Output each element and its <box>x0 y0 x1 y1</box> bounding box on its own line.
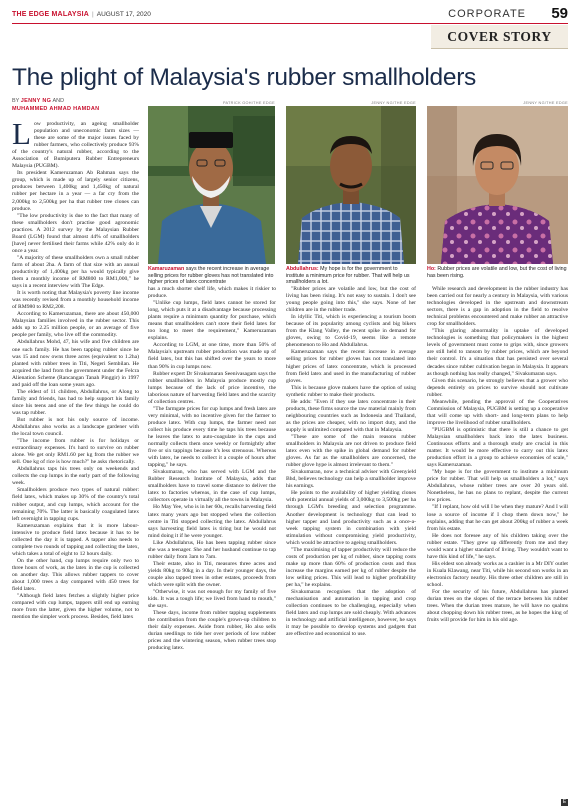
article-paragraph: "The low productivity is due to the fact that many of these smallholders don't practise good agronomic practices. A 2012 survey by the Malaysian Rubber Board (LGM) found that almost 44% of smallholders [have] never fertilised their farms while 42% only do it once a year. <box>12 212 139 254</box>
article-paragraph: Its president Kameruzaman Ab Rahman says the group, which is made up of largely senior citizens, produces between 1,400kg and 1,450kg of natural rubber per hectare in a year — a far cry from the 2,000kg to 2,500kg per ha that rubber tree clones can produce. <box>12 170 139 212</box>
article-paragraph: Their estate, also in Titi, measures three acres and yields 80kg to 90kg in a day. In their younger days, the couple also tapped trees in other estates, proceeds from which were split with the owner. <box>148 560 276 588</box>
photo-credit-1: PATRICK GOH/THE EDGE <box>222 101 275 105</box>
article-paragraph: For the security of his future, Abdullahrus has planted durian trees on the slopes of the terrace between his rubber trees. When the durian trees mature, he will have no qualms about chopping down his rubber trees, as he hopes the king of fruits will provide for him in his old age. <box>427 589 568 624</box>
article-paragraph: This is because glove makers have the option of using synthetic rubber to make their products. <box>286 384 416 398</box>
photo-caption-3: Ho: Rubber prices are volatile and low, but the cost of living has been rising. <box>427 266 567 279</box>
masthead: THE EDGE MALAYSIA | AUGUST 17, 2020 <box>12 10 151 18</box>
article-paragraph: In idyllic Titi, which is experiencing a tourism boom because of its popularity among cyclists and big bikers from the Klang Valley, the recent spike in demand for gloves, owing to Covid-19, seems like a remote phenomenon to Ho and Abdullahrus. <box>286 314 416 349</box>
page-header <box>12 6 568 22</box>
article-paragraph: Kameruzaman explains that it is more labour-intensive to produce field latex because it has to be collected the day it is tapped. A tapper also needs to complete two rounds of tapping and collecting the latex, which takes a total of eight to 12 hours daily. <box>12 522 139 557</box>
article-paragraph: His eldest son already works as a cashier in a Mr DIY outlet in Kuala Klawang, near Titi, while his second son works in an electronics factory nearby. His three other children are still in school. <box>427 560 568 588</box>
article-paragraph: Abdullahrus Mohd, 47, his wife and five children are one such family. He has been tapping rubber since he was 15 and now owns three acres (equivalent to 1.2ha) planted with rubber trees in Titi, Negeri Sembilan. He acquired the land from the government under the Felcra Alienation Scheme (Rancangan Tanah Pinggir) in 1997 and paid off the loan some years ago. <box>12 339 139 388</box>
byline-author-1: JENNY NG <box>20 98 52 104</box>
section-label: CORPORATE <box>448 8 526 20</box>
article-paragraph: "Unlike cup lumps, field latex cannot be stored for long, which puts it at a disadvantage because processing plants require a minimum quantity for purchase, which means that smallholders can't store their field latex for too long to meet the requirement," Kameruzaman explains. <box>148 300 276 342</box>
photo-ho <box>427 106 568 264</box>
article-paragraph: Sivakumaran, now a technical adviser with Greenyield Bhd, believes technology can help a smallholder improve his earnings. <box>286 469 416 490</box>
headline: The plight of Malaysia's rubber smallholders <box>12 64 477 91</box>
article-paragraph: The eldest of 11 children, Abdullahrus, or Along to family and friends, has had to help support his family since his teens and one of the few things he could do was tap rubber. <box>12 388 139 416</box>
article-paragraph: "This glaring abnormality in uptake of developed technologies is something that policymakers in the highest levels of government must come to grips with, since growers are still held to ransom by rubber prices, which are beyond their control. It's a situation that has persisted over several decades since rubber cultivation began in Malaysia. It appears as though nothing has really changed," Sivakumaran says. <box>427 328 568 377</box>
article-paragraph: But rubber is not his only source of income. Abdullahrus also works as a landscape gardener with the local town council. <box>12 416 139 438</box>
section-banner: COVER STORY <box>431 25 568 49</box>
article-paragraph: ow productivity, an ageing smallholder population and uneconomic farm sizes — these are some of the major issues faced by rubber farmers, who collectively produce 93% of the country's natural rubber, according to the Association of Bumiputera Rubber Entrepreneurs Malaysia (PUGBM). <box>12 121 139 170</box>
header-rule <box>12 23 568 24</box>
article-paragraph: "If I replant, how old will I be when they mature? And I will lose a source of income if I chop them down now," he explains, adding that he can get about 200kg of rubber a week from his estate. <box>427 504 568 532</box>
article-paragraph: Given this scenario, he strongly believes that a grower who depends entirely on prices to survive should not cultivate rubber. <box>427 377 568 398</box>
article-column-4 <box>427 286 568 792</box>
article-paragraph: It is worth noting that Malaysia's poverty line income was recently revised from a monthly household income of RM980 to RM2,208. <box>12 290 139 311</box>
photo-kamaruzaman <box>148 106 275 264</box>
article-paragraph: According to Kameruzaman, there are about 450,000 Malaysian families involved in the rubber sector. This adds up to 2.25 million people, or an average of five people per family, who live off the commodity. <box>12 311 139 339</box>
article-paragraph: Smallholders produce two types of natural rubber: field latex, which makes up 30% of the country's total rubber output, and cup lumps, which account for the remaining 70%. The latter is basically coagulated latex left overnight in tapping cups. <box>12 487 139 522</box>
article-column-3 <box>286 286 416 805</box>
article-paragraph: He points to the availability of higher yielding clones with potential annual yields of 3,000kg to 3,500kg per ha through LGM's breeding and selection programme. Another development is technology that can lead to higher tapper and land productivity such as a once-a-week tapping system in combination with yield stimulation without compromising yield productivity, which would be attractive to ageing smallholders. <box>286 490 416 546</box>
byline: BY JENNY NG AND MUHAMMED AHMAD HAMDAN <box>12 98 100 112</box>
article-paragraph: "These are some of the main reasons rubber smallholders in Malaysia are not driven to produce field latex even with the spike in global demand for rubber gloves. As far as the smallholders are concerned, the rubber glove hype is almost irrelevant to them." <box>286 433 416 469</box>
article-paragraph: "A majority of these smallholders own a small rubber farm of about 2ha. A farm of that size with an annual productivity of 1,400kg per ha would typically give them a monthly income of RM800 to RM1,000," he says in a recent interview with The Edge. <box>12 254 139 290</box>
page-number: 59 <box>551 5 568 22</box>
masthead-date: AUGUST 17, 2020 <box>96 10 151 18</box>
article-paragraph: Rubber expert Dr Sivakumaran Seenivasagam says the rubber smallholders in Malaysia produce mostly cup lumps because of the lack of price incentive, the laborious nature of harvesting field latex and the scarcity of collection centres. <box>148 370 276 405</box>
portrait-man-songkok-image <box>148 106 275 264</box>
article-paragraph: Sivakumaran, who has served with LGM and the Rubber Research Institute of Malaysia, adds that smallholders have to travel some distance to deliver the latex to factories whereas, in the case of cup lumps, collectors operate in virtually all the towns in Malaysia. <box>148 469 276 504</box>
drop-cap: L <box>12 121 31 151</box>
article-paragraph: Like Abdullahrus, Ho has been tapping rubber since she was a teenager. She and her husband continue to tap rubber daily from 3am to 7am. <box>148 539 276 560</box>
masthead-brand: THE EDGE MALAYSIA <box>12 10 90 18</box>
article-paragraph: Kameruzaman says the recent increase in average selling prices for rubber gloves has not translated into higher prices of latex concentrate, which is processed from field latex and used in the manufacturing of rubber gloves. <box>286 349 416 384</box>
article-paragraph: On the other hand, cup lumps require only two to three hours of work, as the latex in the cup is collected on another day. This allows rubber tappers to cover about 1,000 trees a day compared with 450 trees for field latex. <box>12 557 139 593</box>
portrait-man-plaid-shirt-image <box>286 106 416 264</box>
article-paragraph: Ho May Yee, who is in her 60s, recalls harvesting field latex many years ago but stopped when the collection centre in Titi stopped collecting the latex. Abdullahrus says harvesting field latex is tiring but he would not mind doing it if he were younger. <box>148 504 276 539</box>
photo-caption-1: Kamaruzaman says the recent increase in average selling prices for rubber gloves has not translated into higher prices of latex concentrate <box>148 266 274 286</box>
article-paragraph: He adds: "Even if they use latex concentrate in their products, these firms source the raw material mainly from neighbouring countries such as Indonesia and Thailand, as the prices are cheaper, with no import duty, and the supply is unlimited compared with that in Malaysia. <box>286 398 416 433</box>
article-paragraph: has a much shorter shelf life, which makes it riskier to produce. <box>148 286 276 300</box>
article-paragraph: According to LGM, at one time, more than 50% of Malaysia's upstream rubber production was made up of field latex, but this has shifted over the years to more than 90% in cup lumps now. <box>148 342 276 370</box>
article-paragraph: Meanwhile, pending the approval of the Cooperatives Commission of Malaysia, PUGBM is setting up a cooperative that will come up with short- and long-term plans to help improve the livelihood of rubber smallholders. <box>427 398 568 426</box>
article-paragraph: Sivakumaran recognises that the adoption of mechanisation and automation in tapping and crop collection continues to be challenging, especially when field latex and cup lumps are sold cheaply. With advances in technology and artificial intelligence, however, he says it may be possible to develop systems and gadgets that are effective and economical to use. <box>286 589 416 638</box>
photo-credit-2: JENNY NG/THE EDGE <box>371 101 416 105</box>
end-of-article-mark: E <box>562 799 567 805</box>
article-paragraph: "Rubber prices are volatile and low, but the cost of living has been rising. It's not easy to sustain. I don't see young people going into this," she says. None of her children are in the rubber trade. <box>286 286 416 314</box>
photo-abdullahrus <box>286 106 416 264</box>
article-paragraph: "The farmgate prices for cup lumps and fresh latex are very minimal, with no incentive given for the farmer to produce latex. With cup lumps, the farmer need not collect his produce every time he taps his trees because he leaves the latex to auto-coagulate in the cups and normally collects them once weekly or fortnightly after five or six tappings because it's less strenuous. Whereas with latex, he needs to collect it a couple of hours after tapping," he says. <box>148 405 276 469</box>
photo-credit-3: JENNY NG/THE EDGE <box>523 101 568 105</box>
article-paragraph: While research and development in the rubber industry has been carried out for nearly a century in Malaysia, with various technologies developed in the upstream and downstream sectors, there is a gap in adoption in the field to resolve technical problems encountered and make rubber an attractive crop for smallholders. <box>427 286 568 328</box>
article-column-1 <box>12 121 139 805</box>
byline-author-2: MUHAMMED AHMAD HAMDAN <box>12 105 100 112</box>
article-paragraph: He does not foresee any of his children taking over the rubber estate. "They grew up differently from me and they would want a higher standard of living. They wouldn't want to have this kind of life," he says. <box>427 532 568 560</box>
photo-caption-2: Abdullahrus: My hope is for the government to institute a minimum price for rubber. That will help us smallholders a lot. <box>286 266 410 286</box>
article-paragraph: "Otherwise, it was not enough for my family of five kids. It was a tough life; we lived from hand to mouth," she says. <box>148 589 276 610</box>
portrait-woman-image <box>427 106 568 264</box>
article-paragraph: "Although field latex fetches a slightly higher price compared with cup lumps, tappers still end up earning more from the latter, given the higher volume, not to mention the simpler work process. Besides, field latex <box>12 593 139 621</box>
article-column-2 <box>148 286 276 805</box>
article-paragraph: "The maximising of tapper productivity will reduce the costs of production per kg of rubber, since tapping costs make up more than 60% of production costs and thus increase the margins earned per kg of rubber despite the low selling prices. This will lead to higher profitability per ha," he explains. <box>286 546 416 588</box>
article-paragraph: Abdullahrus taps his trees only on weekends and collects the cup lumps in the early part of the following week. <box>12 466 139 487</box>
article-paragraph: "My hope is for the government to institute a minimum price for rubber. That will help us smallholders a lot," says Abdullahrus, whose rubber trees are over 20 years old. Nonetheless, he has no plans to replant, despite the current low prices. <box>427 469 568 504</box>
article-paragraph: "PUGBM is optimistic that there is still a chance to get Malaysian smallholders back into the latex business. Continuous efforts and a thorough study are crucial in this matter. It would be more effective to carry out this latex production effort in a group to achieve economies of scale," says Kameruzaman. <box>427 426 568 469</box>
article-paragraph: These days, income from rubber tapping supplements the contribution from the couple's grown-up children to their daily expenses. Aside from rubber, Ho also sells durian seedlings to tide her over periods of low rubber prices and the wintering season, when rubber trees stop producing latex. <box>148 610 276 652</box>
article-paragraph: "The income from rubber is for holidays or extraordinary expenses. It's hard to survive on rubber alone. We get only RM1.60 per kg from the rubber we sell. One kg of rice is how much?" he asks rhetorically. <box>12 438 139 466</box>
